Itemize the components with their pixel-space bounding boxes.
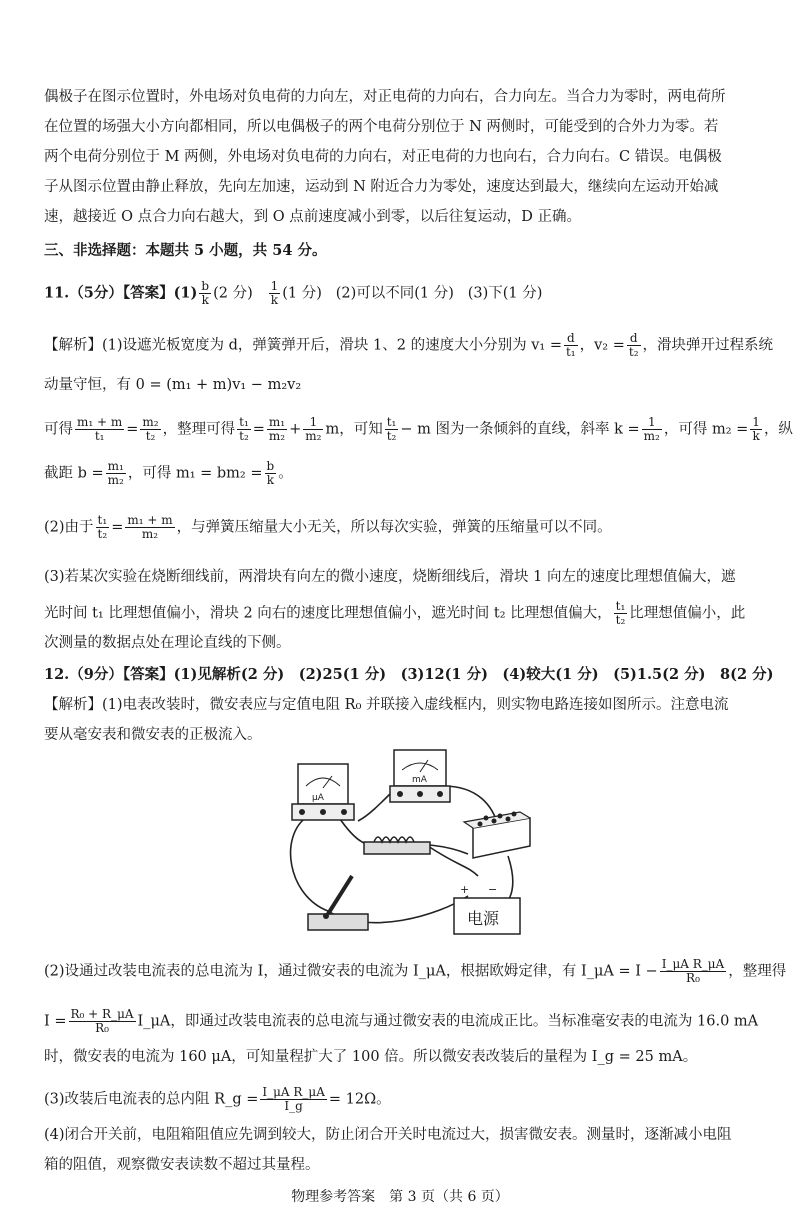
resistor-board bbox=[364, 837, 430, 854]
text-line: (2)由于 $\frac{\text{t₁}}{\text{t₂}}$ = $\frac{\text{m₁ + m}}{\text{m₂}}$ ，与弹簧压缩量大小无关，所以每次实验，弹簧的压缩量可以不同。 bbox=[44, 513, 612, 541]
text-line: (3)若某次实验在烧断细线前，两滑块有向左的微小速度，烧断细线后，滑块 1 向左的速度比理想值偏大，遮 bbox=[44, 569, 736, 585]
fraction: $\frac{1}{k}$ bbox=[270, 279, 279, 307]
text-line: 可得 $\frac{\text{m₁ + m}}{\text{t₁}}$ = $\frac{\text{m₂}}{\text{t₂}}$ ，整理可得 $\frac{\text{t₁}}{\text{t₂}}$ = $\frac{\text{m₁}}{\text{m₂}}$ + $\frac{1}{\text{m₂}}$ m，可知 $\frac{\text{t₁}}{\text{t₂}}$ − m 图为一条倾斜的直线，斜率 k = $\frac{1}{\text{m₂}}$ ，可得 m₂ = $\frac{1}{k}$ ，纵 bbox=[44, 415, 793, 443]
ma-label: mA bbox=[412, 775, 427, 785]
switch bbox=[308, 876, 368, 930]
text-line: 箱的阻值，观察微安表读数不超过其量程。 bbox=[44, 1157, 320, 1173]
text-line: 要从毫安表和微安表的正极流入。 bbox=[44, 727, 262, 743]
q11-head: 11.（5分）【答案】(1) bbox=[44, 284, 198, 302]
text-line: 速，越接近 O 点合力向右越大，到 O 点前速度减小到零，以后往复运动，D 正确。 bbox=[44, 209, 581, 225]
milliammeter bbox=[390, 750, 450, 802]
wire bbox=[291, 816, 328, 911]
source-label: 电源 bbox=[467, 909, 500, 928]
power-source bbox=[454, 883, 520, 934]
text-line: 在位置的场强大小方向都相同，所以电偶极子的两个电荷分别位于 N 两侧时，可能受到的合外力为零。若 bbox=[44, 119, 719, 135]
svg-text:−: − bbox=[488, 883, 498, 896]
text-line: 偶极子在图示位置时，外电场对负电荷的力向左，对正电荷的力向右，合力向左。当合力为零时，两电荷所 bbox=[44, 89, 726, 105]
text-line: 【解析】(1)设遮光板宽度为 d，弹簧弹开后，滑块 1、2 的速度大小分别为 v₁ = $\frac{d}{\text{t₁}}$ ，v₂ = $\frac{d}{\text{t₂}}$ ，滑块弹开过程系统 bbox=[44, 331, 774, 359]
ua-label: μA bbox=[312, 793, 324, 803]
circuit-diagram bbox=[268, 746, 536, 942]
text-line: 动量守恒，有 0 = (m₁ + m)v₁ − m₂v₂ bbox=[44, 377, 302, 393]
resistance-box bbox=[464, 812, 530, 859]
text-line: 【解析】(1)电表改装时，微安表应与定值电阻 R₀ 并联接入虚线框内，则实物电路连接如图所示。注意电流 bbox=[44, 697, 729, 713]
text-line: 子从图示位置由静止释放，先向左加速，运动到 N 附近合力为零处，速度达到最大，继续向左运动开始减 bbox=[44, 179, 719, 195]
text-line: 时，微安表的电流为 160 μA，可知量程扩大了 100 倍。所以微安表改装后的量程为 I_g = 25 mA。 bbox=[44, 1049, 698, 1065]
q12-answer: 12.（9分）【答案】(1)见解析(2 分) (2)25(1 分) (3)12(1 分) (4)较大(1 分) (5)1.5(2 分) 8(2 分) bbox=[44, 666, 774, 683]
microammeter bbox=[292, 764, 354, 820]
text-line: 两个电荷分别位于 M 两侧，外电场对负电荷的力向右，对正电荷的力也向右，合力向右。C 错误。电偶极 bbox=[44, 149, 722, 165]
section-heading: 三、非选择题：本题共 5 小题，共 54 分。 bbox=[44, 242, 327, 259]
text-line: 次测量的数据点处在理论直线的下侧。 bbox=[44, 635, 291, 651]
text-line: (2)设通过改装电流表的总电流为 I，通过微安表的电流为 I_μA，根据欧姆定律，有 I_μA = I − $\frac{\text{I\_μA R\_μA}}{\text{R₀}}$ ，整理得 bbox=[44, 957, 787, 985]
text-line: 截距 b = $\frac{\text{m₁}}{\text{m₂}}$ ，可得 m₁ = bm₂ = $\frac{b}{k}$ 。 bbox=[44, 459, 293, 487]
svg-text:+: + bbox=[460, 883, 470, 896]
text-line: I = $\frac{\text{R₀ + R\_μA}}{\text{R₀}}$ I_μA，即通过改装电流表的总电流与通过微安表的电流成正比。当标准毫安表的电流为 16.0 mA bbox=[44, 1007, 759, 1035]
wire bbox=[428, 846, 478, 876]
q11-answer: 11.（5分）【答案】(1) $\frac{b}{k}$ (2 分) $\frac{1}{k}$ (1 分) (2)可以不同(1 分) (3)下(1 分) bbox=[44, 279, 543, 307]
text-line: 光时间 t₁ 比理想值偏小，滑块 2 向右的速度比理想值偏小，遮光时间 t₂ 比理想值偏大， $\frac{\text{t₁}}{\text{t₂}}$ 比理想值偏小，此 bbox=[44, 599, 746, 627]
fraction: $\frac{b}{k}$ bbox=[201, 279, 210, 307]
page-footer: 物理参考答案 第 3 页（共 6 页） bbox=[291, 1189, 509, 1205]
text-line: (4)闭合开关前，电阻箱阻值应先调到较大，防止闭合开关时电流过大，损害微安表。测量时，逐渐减小电阻 bbox=[44, 1127, 732, 1143]
text-line: (3)改装后电流表的总内阻 R_g = $\frac{\text{I\_μA R\_μA}}{I\_g}$ = 12Ω。 bbox=[44, 1085, 391, 1113]
